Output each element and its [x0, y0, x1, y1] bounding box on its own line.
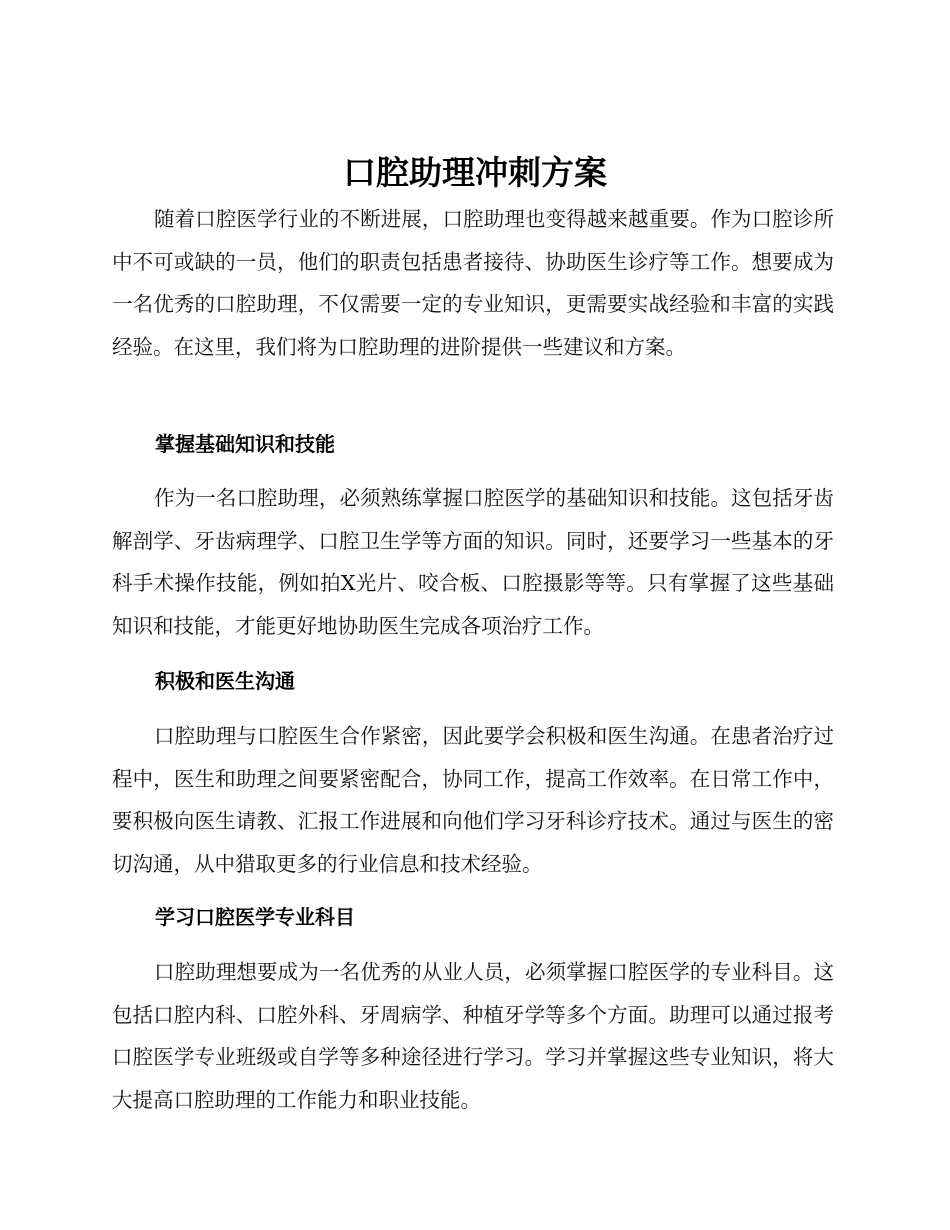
section-body-communication: 口腔助理与口腔医生合作紧密，因此要学会积极和医生沟通。在患者治疗过程中，医生和助理之间要紧密配合，协同工作，提高工作效率。在日常工作中，要积极向医生请教、汇报工作进展和向他们学习牙科诊疗技术。通过与医生的密切沟通，从中猎取更多的行业信息和技术经验。	[112, 724, 834, 876]
intro-paragraph: 随着口腔医学行业的不断进展，口腔助理也变得越来越重要。作为口腔诊所中不可或缺的一员，他们的职责包括患者接待、协助医生诊疗等工作。想要成为一名优秀的口腔助理，不仅需要一定的专业知识，更需要实战经验和丰富的实践经验。在这里，我们将为口腔助理的进阶提供一些建议和方案。	[112, 207, 834, 359]
section-body-specialty: 口腔助理想要成为一名优秀的从业人员，必须掌握口腔医学的专业科目。这包括口腔内科、口腔外科、牙周病学、种植牙学等多个方面。助理可以通过报考口腔医学专业班级或自学等多种途径进行学习。学习并掌握这些专业知识，将大大提高口腔助理的工作能力和职业技能。	[112, 960, 834, 1112]
section-heading-basics: 掌握基础知识和技能	[155, 432, 335, 456]
section-heading-communication: 积极和医生沟通	[155, 669, 295, 693]
document-title: 口腔助理冲刺方案	[343, 153, 607, 192]
section-body-basics: 作为一名口腔助理，必须熟练掌握口腔医学的基础知识和技能。这包括牙齿解剖学、牙齿病理学、口腔卫生学等方面的知识。同时，还要学习一些基本的牙科手术操作技能，例如拍X光片、咬合板、口腔摄影等等。只有掌握了这些基础知识和技能，才能更好地协助医生完成各项治疗工作。	[112, 486, 834, 638]
section-heading-specialty: 学习口腔医学专业科目	[155, 905, 355, 929]
